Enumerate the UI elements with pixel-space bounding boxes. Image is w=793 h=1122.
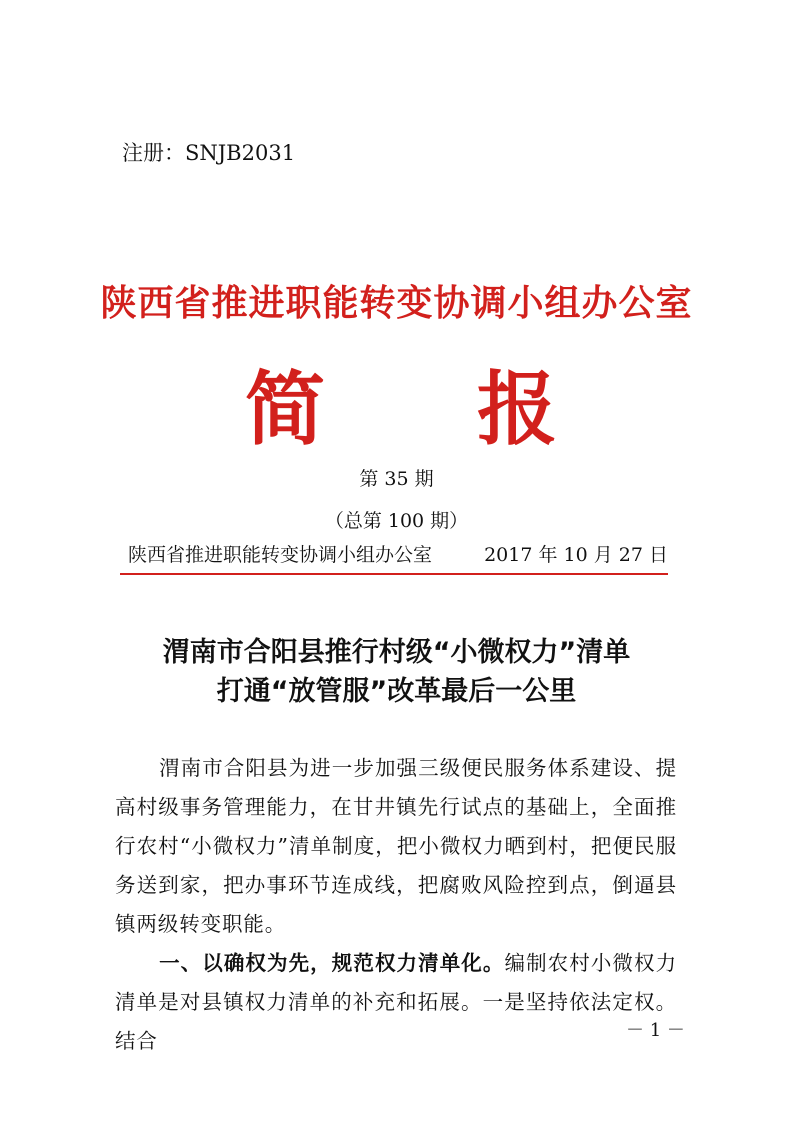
- body-paragraph-2: [115, 944, 677, 1061]
- article-title-line-2: 打通“放管服”改革最后一公里: [216, 676, 577, 707]
- issuer-date-line: [128, 540, 668, 570]
- article-title-line-1: 渭南市合阳县推行村级“小微权力”清单: [162, 637, 631, 668]
- issue-date: 2017 年 10 月 27 日: [484, 544, 668, 566]
- body-paragraph-1: 渭南市合阳县为进一步加强三级便民服务体系建设、提高村级事务管理能力，在甘井镇先行试点的基础上，全面推行农村“小微权力”清单制度，把小微权力晒到村，把便民服务送到家，把办事环节连成线，把腐败风险控到点，倒逼县镇两级转变职能。: [115, 756, 677, 936]
- section-heading-1: 一、以确权为先，规范权力清单化。: [159, 951, 505, 975]
- masthead-office-title: 陕西省推进职能转变协调小组办公室: [100, 283, 693, 324]
- section-text-1: 编制农村小微权力清单是对县镇权力清单的补充和拓展。一是坚持依法定权。结合: [115, 951, 678, 1053]
- issuer-name: 陕西省推进职能转变协调小组办公室: [128, 544, 433, 566]
- article-body: [115, 749, 677, 1061]
- masthead-word-2: 报: [477, 363, 557, 456]
- registration-number: 注册：SNJB2031: [122, 141, 296, 165]
- issue-number: 第 35 期: [359, 468, 434, 490]
- red-divider-line: [120, 573, 668, 575]
- issue-total: （总第 100 期）: [324, 510, 469, 532]
- masthead-word-1: 简: [245, 363, 325, 456]
- masthead-bulletin-title: [245, 360, 557, 460]
- page-number: － 1 －: [626, 1020, 685, 1041]
